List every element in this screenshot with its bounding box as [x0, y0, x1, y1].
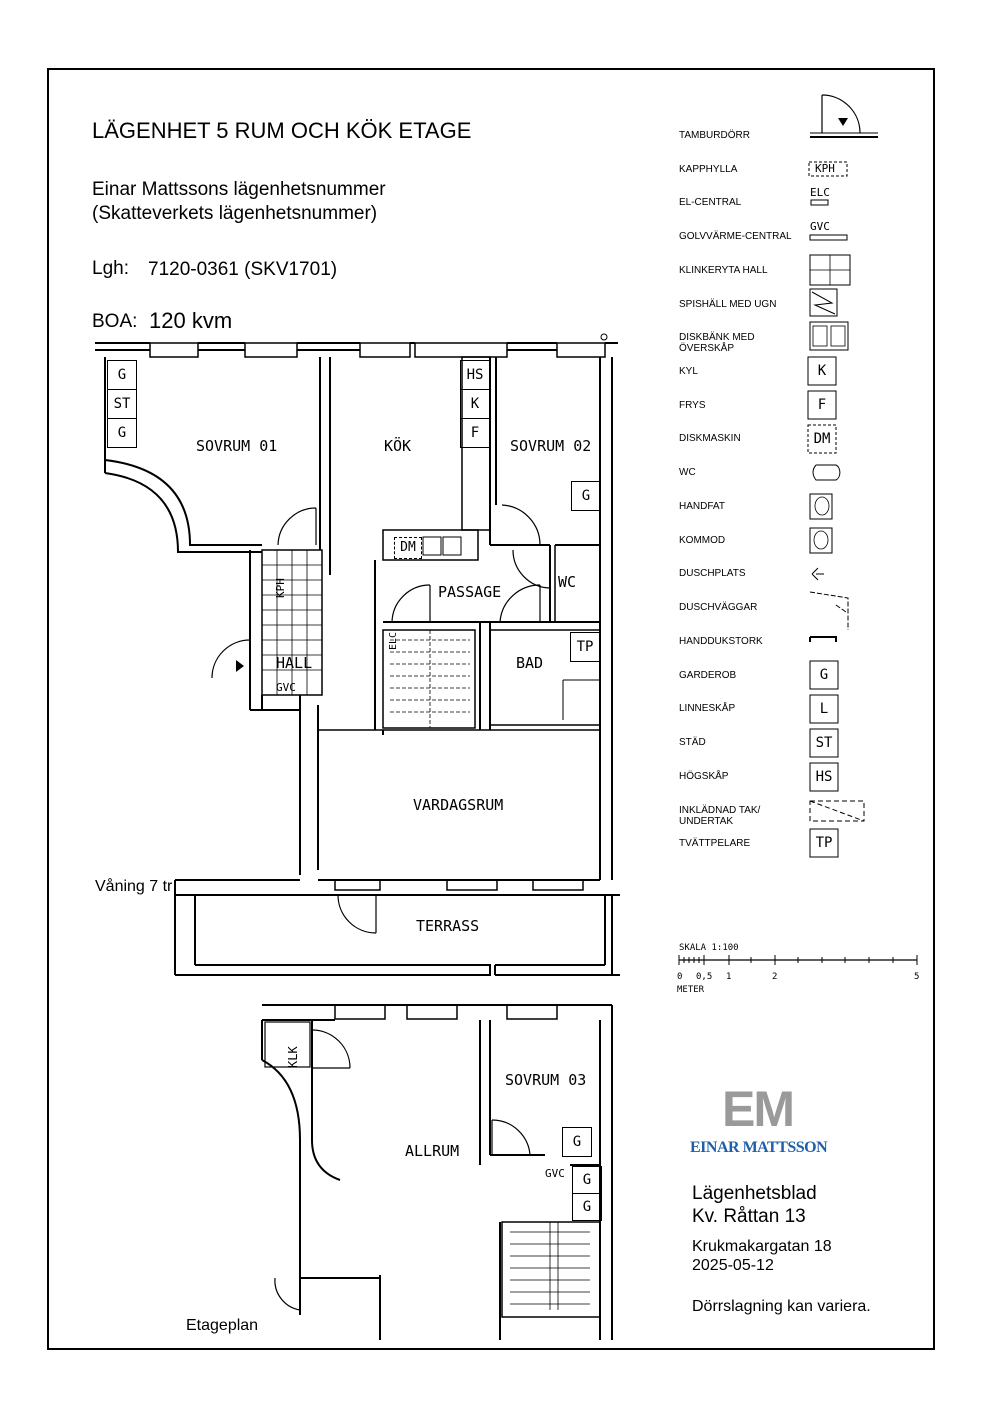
tall-cabinet-icon: HS	[815, 769, 833, 785]
legend-label: FRYS	[679, 400, 706, 411]
legend-label: INKLÄDNAD TAK/	[679, 805, 761, 816]
legend-label: TAMBURDÖRR	[679, 130, 750, 141]
dishwasher-icon: DM	[813, 431, 831, 447]
scale-unit: METER	[677, 985, 705, 995]
legend-label-line2: ÖVERSKÅP	[679, 343, 735, 354]
fridge-icon: K	[817, 363, 827, 379]
logo-mark: EM	[722, 1081, 793, 1137]
legend-label: SPISHÄLL MED UGN	[679, 299, 777, 310]
wardrobe-g-1: G	[107, 360, 137, 390]
floor-heating-gvc-upper: GVC	[545, 1167, 565, 1180]
wardrobe-g-sovrum03: G	[562, 1127, 592, 1157]
wardrobe-g-upper-2: G	[572, 1193, 602, 1221]
floor-label-main: Våning 7 tr	[95, 878, 173, 895]
freezer-f: F	[460, 418, 490, 448]
room-label-bad: BAD	[516, 654, 544, 672]
legend-label: LINNESKÅP	[679, 703, 736, 714]
owner-number-label: Einar Mattssons lägenhetsnummer	[92, 179, 386, 200]
washer-dryer-icon: TP	[815, 835, 833, 851]
wardrobe-g-sovrum02: G	[571, 481, 601, 511]
washer-dryer-tp: TP	[570, 632, 600, 662]
freezer-icon: F	[817, 397, 827, 413]
scale-tick: 1	[726, 972, 732, 982]
legend-label: TVÄTTPELARE	[679, 838, 751, 849]
linen-cabinet-icon: L	[819, 701, 829, 717]
room-label-wc: WC	[558, 573, 577, 591]
scale-tick: 2	[772, 972, 778, 982]
logo-name: EINAR MATTSSON	[690, 1139, 828, 1156]
room-label-terrass: TERRASS	[416, 917, 480, 935]
electrical-panel-elc: ELC	[388, 631, 399, 650]
legend-label: KOMMOD	[679, 535, 726, 546]
legend-label: DUSCHPLATS	[679, 568, 746, 579]
legend-label: DISKBÄNK MED	[679, 332, 755, 343]
tax-number-label: (Skatteverkets lägenhetsnummer)	[92, 203, 378, 224]
legend-label: KYL	[679, 366, 698, 377]
tall-cabinet-hs: HS	[460, 360, 490, 390]
legend-label: KLINKERYTA HALL	[679, 265, 768, 276]
scale-tick: 0,5	[696, 972, 713, 982]
page-title: LÄGENHET 5 RUM OCH KÖK ETAGE	[92, 118, 472, 143]
wardrobe-g-upper-1: G	[572, 1166, 602, 1194]
room-label-sovrum03: SOVRUM 03	[505, 1071, 587, 1089]
room-label-passage: PASSAGE	[438, 583, 502, 601]
legend-label: HANDDUKSTORK	[679, 636, 763, 647]
room-label-kok: KÖK	[384, 437, 412, 455]
boa-label: BOA:	[92, 311, 138, 332]
legend-label: HÖGSKÅP	[679, 771, 729, 782]
floor-heating-gvc: GVC	[276, 681, 296, 694]
legend-label: EL-CENTRAL	[679, 197, 742, 208]
wardrobe-g-2: G	[107, 418, 137, 448]
scale-tick: 0	[677, 972, 683, 982]
coat-rack-kph: KPH	[274, 578, 287, 598]
legend-label: GARDEROB	[679, 670, 737, 681]
legend-label: WC	[679, 467, 696, 478]
legend-label: STÄD	[679, 737, 706, 748]
room-label-vardagsrum: VARDAGSRUM	[413, 796, 504, 814]
clothes-cabinet-klk: KLK	[286, 1046, 300, 1068]
wardrobe-icon: G	[819, 667, 829, 683]
property-name: Kv. Råttan 13	[692, 1206, 806, 1227]
scale-tick: 5	[914, 972, 920, 982]
cleaning-cabinet-icon: ST	[815, 735, 833, 751]
scale-title: SKALA 1:100	[679, 943, 739, 953]
cleaning-cabinet-st: ST	[107, 389, 137, 419]
dishwasher-dm: DM	[394, 537, 422, 559]
legend-label-line2: UNDERTAK	[679, 816, 734, 827]
address: Krukmakargatan 18	[692, 1238, 832, 1255]
coat-rack-icon: KPH	[815, 162, 835, 175]
legend-label: GOLVVÄRME-CENTRAL	[679, 231, 792, 242]
legend-label: HANDFAT	[679, 501, 725, 512]
room-label-sovrum01: SOVRUM 01	[196, 437, 278, 455]
lgh-label: Lgh:	[92, 258, 129, 279]
legend-label: KAPPHYLLA	[679, 164, 738, 175]
boa-value: 120 kvm	[149, 308, 233, 333]
legend-label: DISKMASKIN	[679, 433, 741, 444]
sheet-title: Lägenhetsblad	[692, 1183, 817, 1204]
fridge-k: K	[460, 389, 490, 419]
room-label-allrum: ALLRUM	[405, 1142, 460, 1160]
floor-heating-icon: GVC	[810, 220, 830, 233]
lgh-value: 7120-0361 (SKV1701)	[148, 259, 338, 280]
room-label-hall: HALL	[276, 654, 313, 672]
date: 2025-05-12	[692, 1257, 774, 1274]
door-note: Dörrslagning kan variera.	[692, 1298, 871, 1315]
legend-label: DUSCHVÄGGAR	[679, 602, 758, 613]
floor-label-upper: Etageplan	[186, 1317, 259, 1334]
room-label-sovrum02: SOVRUM 02	[510, 437, 592, 455]
electrical-panel-icon: ELC	[810, 186, 830, 199]
